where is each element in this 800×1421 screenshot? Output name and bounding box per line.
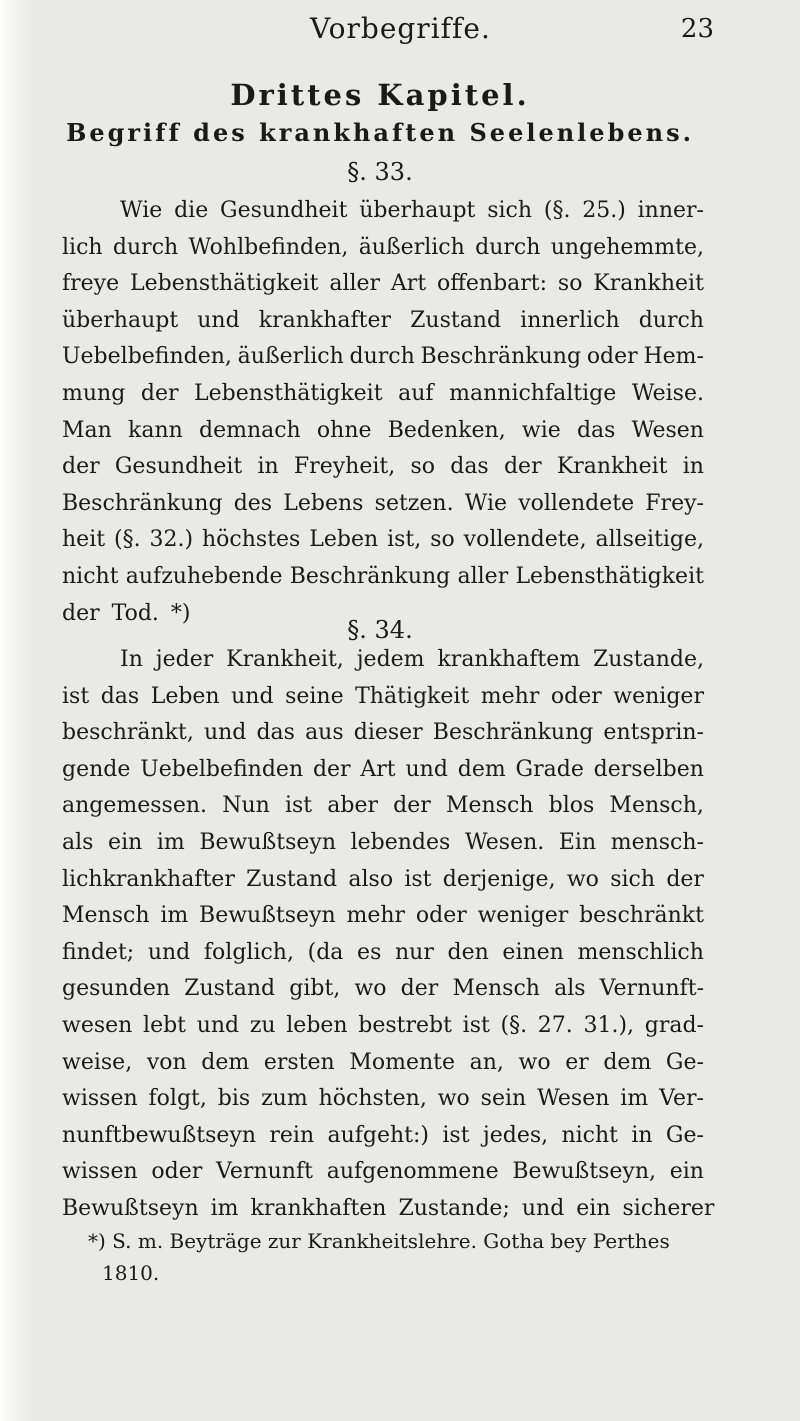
section-34-body <box>62 642 715 1228</box>
word: gibt, <box>289 976 341 1002</box>
word: offenbart: <box>437 271 548 297</box>
text-line <box>62 266 704 303</box>
word: 25.) <box>582 198 626 223</box>
word: oder <box>151 1159 203 1185</box>
word: lebendes <box>350 829 451 855</box>
word: folgt, <box>148 1086 207 1112</box>
word: so <box>430 527 455 553</box>
word: das <box>256 720 295 746</box>
text-line <box>62 1045 704 1082</box>
word: Wesen <box>537 1086 610 1112</box>
text-line <box>62 825 704 862</box>
chapter-subtitle: Begriff des krankhaften Seelenlebens. <box>66 118 694 147</box>
word: Zustand <box>184 976 276 1002</box>
word: Lebensthätigkeit <box>194 380 383 406</box>
word: Frey- <box>645 490 704 516</box>
word: Wie <box>464 490 508 516</box>
word: allseitige, <box>595 527 704 553</box>
text-line <box>62 715 704 752</box>
word: Mensch <box>445 793 534 819</box>
text-line <box>62 193 704 230</box>
word: freye <box>62 271 120 297</box>
word: Ge- <box>665 1049 704 1075</box>
word: weise, <box>62 1049 133 1075</box>
text-line <box>62 642 704 679</box>
word: überhaupt <box>359 198 476 223</box>
word: findet; <box>62 939 135 965</box>
word: Krankheit, <box>226 647 344 672</box>
word: an, <box>469 1049 504 1075</box>
word: es <box>357 939 382 965</box>
word: vollendete <box>518 490 635 516</box>
word: aus <box>305 720 344 746</box>
word: im <box>160 903 189 929</box>
word: sich <box>487 198 533 223</box>
word: gende <box>62 756 131 782</box>
word: Freyheit, <box>293 454 396 480</box>
word: der <box>503 454 542 480</box>
word: gesunden <box>62 976 171 1002</box>
word: durch <box>638 307 704 333</box>
word: Ein <box>558 829 597 855</box>
word: sicherer <box>622 1195 715 1221</box>
word: krankhafter <box>258 307 392 333</box>
text-line <box>62 413 704 450</box>
word: aufgeht:) <box>327 1122 430 1148</box>
word: der <box>393 793 431 819</box>
word: leben <box>286 1012 348 1038</box>
word: durch <box>112 234 179 260</box>
word: weniger <box>477 903 569 929</box>
word: wo <box>354 976 387 1002</box>
word: mung <box>62 380 126 406</box>
word: der <box>312 756 351 782</box>
word: ist <box>62 683 90 709</box>
word: Mensch, <box>609 793 704 819</box>
word: mehr <box>346 903 406 929</box>
word: und <box>147 939 191 965</box>
word: jedem <box>356 647 425 672</box>
word: Gesundheit <box>220 198 348 223</box>
word: Bedenken, <box>387 417 506 443</box>
word: Wohlbefinden, <box>188 234 349 260</box>
word: zum <box>261 1086 308 1112</box>
word: kann <box>128 417 183 443</box>
word: Gesundheit <box>114 454 243 480</box>
word: aufzuhebende <box>125 563 283 589</box>
word: menschlich <box>577 939 704 965</box>
word: Uebelbefinden, <box>62 344 232 370</box>
word: durch <box>349 344 415 370</box>
word: Zustand <box>410 307 502 333</box>
word: folglich, <box>203 939 294 965</box>
word: im <box>156 829 185 855</box>
word: auf <box>398 380 434 406</box>
text-line <box>62 1008 704 1045</box>
text-line <box>62 559 704 596</box>
word: (da <box>307 939 344 965</box>
word: inner- <box>637 198 704 223</box>
word: ist <box>404 866 432 892</box>
word: einen <box>502 939 564 965</box>
word: innerlich <box>520 307 620 333</box>
text-line <box>62 522 704 559</box>
word: das <box>576 417 616 443</box>
page-edge-shadow <box>0 0 34 1421</box>
word: den <box>447 939 489 965</box>
word: sich <box>610 866 656 892</box>
word: als <box>62 829 94 855</box>
word: Bewußtseyn <box>199 903 336 929</box>
word: jedes, <box>482 1122 549 1148</box>
word: das <box>100 683 140 709</box>
word: der <box>62 600 100 626</box>
word: dem <box>457 756 506 782</box>
word: so <box>410 454 435 480</box>
word: nur <box>395 939 434 965</box>
word: und <box>405 756 448 782</box>
word: in <box>257 454 279 480</box>
word: Thätigkeit <box>355 683 470 709</box>
word: Wie <box>120 198 163 223</box>
text-line <box>62 1191 715 1228</box>
footnote-line: *) S. m. Beyträge zur Krankheitslehre. Gotha bey Perthes <box>88 1229 670 1253</box>
word: Bewußtseyn, <box>512 1159 656 1185</box>
word: bestrebt <box>358 1012 452 1038</box>
text-line <box>62 679 704 716</box>
footnote-line: 1810. <box>102 1261 160 1285</box>
word: so <box>557 271 583 297</box>
word: die <box>174 198 209 223</box>
word: beschränkt, <box>62 720 194 746</box>
word: Art <box>360 756 396 782</box>
word: angemessen. <box>62 793 208 819</box>
word: ein <box>108 829 143 855</box>
text-line <box>62 449 704 486</box>
word: Bewußtseyn <box>199 829 337 855</box>
word: der <box>666 866 704 892</box>
word: und <box>197 307 240 333</box>
word: von <box>146 1049 187 1075</box>
text-line <box>62 898 704 935</box>
word: Leben <box>309 527 379 553</box>
word: als <box>554 976 586 1002</box>
word: im <box>210 1195 239 1221</box>
word: derselben <box>593 756 704 782</box>
word: zu <box>249 1012 276 1038</box>
word: vollendete, <box>463 527 587 553</box>
word: aller <box>457 563 509 589</box>
word: Zustande, <box>593 647 704 672</box>
word: ist <box>462 1012 490 1038</box>
text-line <box>62 230 704 267</box>
word: Vernunft- <box>599 976 704 1002</box>
word: nicht <box>62 563 119 589</box>
word: lich <box>62 234 103 260</box>
text-line <box>62 752 704 789</box>
word: blos <box>548 793 595 819</box>
word: also <box>348 866 394 892</box>
word: 31.), <box>583 1012 635 1038</box>
word: Wesen <box>631 417 704 443</box>
section-mark-33: §. 33. <box>347 158 413 186</box>
word: lichkrankhafter <box>62 866 235 892</box>
word: mannichfaltige <box>449 380 617 406</box>
word: Nun <box>222 793 270 819</box>
chapter-title: Drittes Kapitel. <box>230 78 530 112</box>
word: wissen <box>62 1086 138 1112</box>
word: In <box>120 647 143 672</box>
word: ohne <box>316 417 372 443</box>
word: dem <box>603 1049 652 1075</box>
word: aufgenommene <box>326 1159 499 1185</box>
word: lebt <box>143 1012 187 1038</box>
word: Mensch <box>62 903 150 929</box>
word: äußerlich <box>237 344 344 370</box>
word: ersten <box>263 1049 335 1075</box>
word: Vernunft <box>216 1159 313 1185</box>
word: sein <box>480 1086 527 1112</box>
word: demnach <box>198 417 301 443</box>
word: 27. <box>537 1012 573 1038</box>
word: Bewußtseyn <box>62 1195 199 1221</box>
page-header <box>60 8 720 58</box>
word: aber <box>327 793 379 819</box>
word: oder <box>550 683 602 709</box>
footnote <box>88 1225 704 1289</box>
word: Mensch <box>452 976 540 1002</box>
word: oder <box>415 903 467 929</box>
word: äußerlich <box>358 234 465 260</box>
word: in <box>631 1122 653 1148</box>
word: Hem- <box>643 344 704 370</box>
word: beschränkt <box>579 903 704 929</box>
word: im <box>620 1086 649 1112</box>
word: heit <box>62 527 106 553</box>
word: Beschränkung <box>432 720 594 746</box>
word: er <box>565 1049 589 1075</box>
word: Uebelbefinden <box>140 756 304 782</box>
word: dem <box>201 1049 250 1075</box>
word: höchstes <box>202 527 301 553</box>
text-line <box>62 1081 704 1118</box>
word: mensch- <box>610 829 704 855</box>
word: und <box>203 720 247 746</box>
word: Krankheit <box>556 454 668 480</box>
word: in <box>682 454 704 480</box>
word: höchsten, <box>318 1086 427 1112</box>
word: das <box>450 454 489 480</box>
word: wie <box>521 417 561 443</box>
word: setzen. <box>374 490 454 516</box>
word: mehr <box>480 683 540 709</box>
word: Zustand <box>246 866 338 892</box>
word: derjenige, <box>442 866 556 892</box>
word: wo <box>566 866 599 892</box>
word: aller <box>329 271 381 297</box>
text-line <box>62 486 704 523</box>
word: nunftbewußtseyn <box>62 1122 257 1148</box>
word: seine <box>285 683 344 709</box>
text-line <box>62 862 704 899</box>
word: Lebens <box>283 490 364 516</box>
section-33-body <box>62 193 704 632</box>
text-line <box>62 935 704 972</box>
word: *) <box>170 600 191 626</box>
word: des <box>233 490 273 516</box>
word: Ver- <box>659 1086 704 1112</box>
word: und <box>196 1012 240 1038</box>
word: Man <box>62 417 112 443</box>
word: (§. <box>114 527 141 553</box>
word: krankhaften <box>250 1195 387 1221</box>
text-line <box>62 1154 704 1191</box>
text-line <box>62 339 704 376</box>
section-mark-34: §. 34. <box>347 616 413 644</box>
word: Beschränkung <box>420 344 582 370</box>
word: Lebensthätigkeit <box>515 563 704 589</box>
running-head: Vorbegriffe. <box>310 12 491 45</box>
word: wesen <box>62 1012 133 1038</box>
word: krankhaftem <box>437 647 581 672</box>
word: der <box>400 976 439 1002</box>
word: dieser <box>353 720 423 746</box>
word: nicht <box>561 1122 619 1148</box>
word: grad- <box>644 1012 704 1038</box>
word: bis <box>217 1086 251 1112</box>
word: wo <box>518 1049 551 1075</box>
word: oder <box>586 344 638 370</box>
word: ein <box>576 1195 611 1221</box>
word: Beschränkung <box>289 563 451 589</box>
word: Wesen. <box>464 829 545 855</box>
text-line <box>62 971 704 1008</box>
word: überhaupt <box>62 307 179 333</box>
word: jeder <box>155 647 214 672</box>
word: Weise. <box>631 380 704 406</box>
word: Momente <box>349 1049 455 1075</box>
word: Leben <box>150 683 220 709</box>
text-line <box>62 788 704 825</box>
word: und <box>231 683 274 709</box>
word: Beschränkung <box>62 490 223 516</box>
word: und <box>521 1195 565 1221</box>
word: rein <box>269 1122 315 1148</box>
text-line <box>62 1118 704 1155</box>
word: 32.) <box>149 527 194 553</box>
word: Krankheit <box>593 271 704 297</box>
word: ist <box>442 1122 470 1148</box>
word: Ge- <box>665 1122 704 1148</box>
word: (§. <box>500 1012 528 1038</box>
word: ein <box>669 1159 704 1185</box>
word: ist <box>284 793 313 819</box>
word: entsprin- <box>603 720 704 746</box>
page-number: 23 <box>680 14 714 44</box>
word: Zustande; <box>398 1195 510 1221</box>
word: Grade <box>515 756 584 782</box>
word: der <box>62 454 100 480</box>
word: (§. <box>543 198 571 223</box>
text-line <box>62 303 704 340</box>
word: wo <box>437 1086 470 1112</box>
word: ungehemmte, <box>550 234 704 260</box>
word: weniger <box>613 683 704 709</box>
word: Tod. <box>111 600 159 626</box>
text-line <box>62 376 704 413</box>
word: Lebensthätigkeit <box>129 271 319 297</box>
word: ist, <box>387 527 422 553</box>
word: der <box>140 380 179 406</box>
word: wissen <box>62 1159 138 1185</box>
word: durch <box>475 234 541 260</box>
word: Art <box>390 271 427 297</box>
